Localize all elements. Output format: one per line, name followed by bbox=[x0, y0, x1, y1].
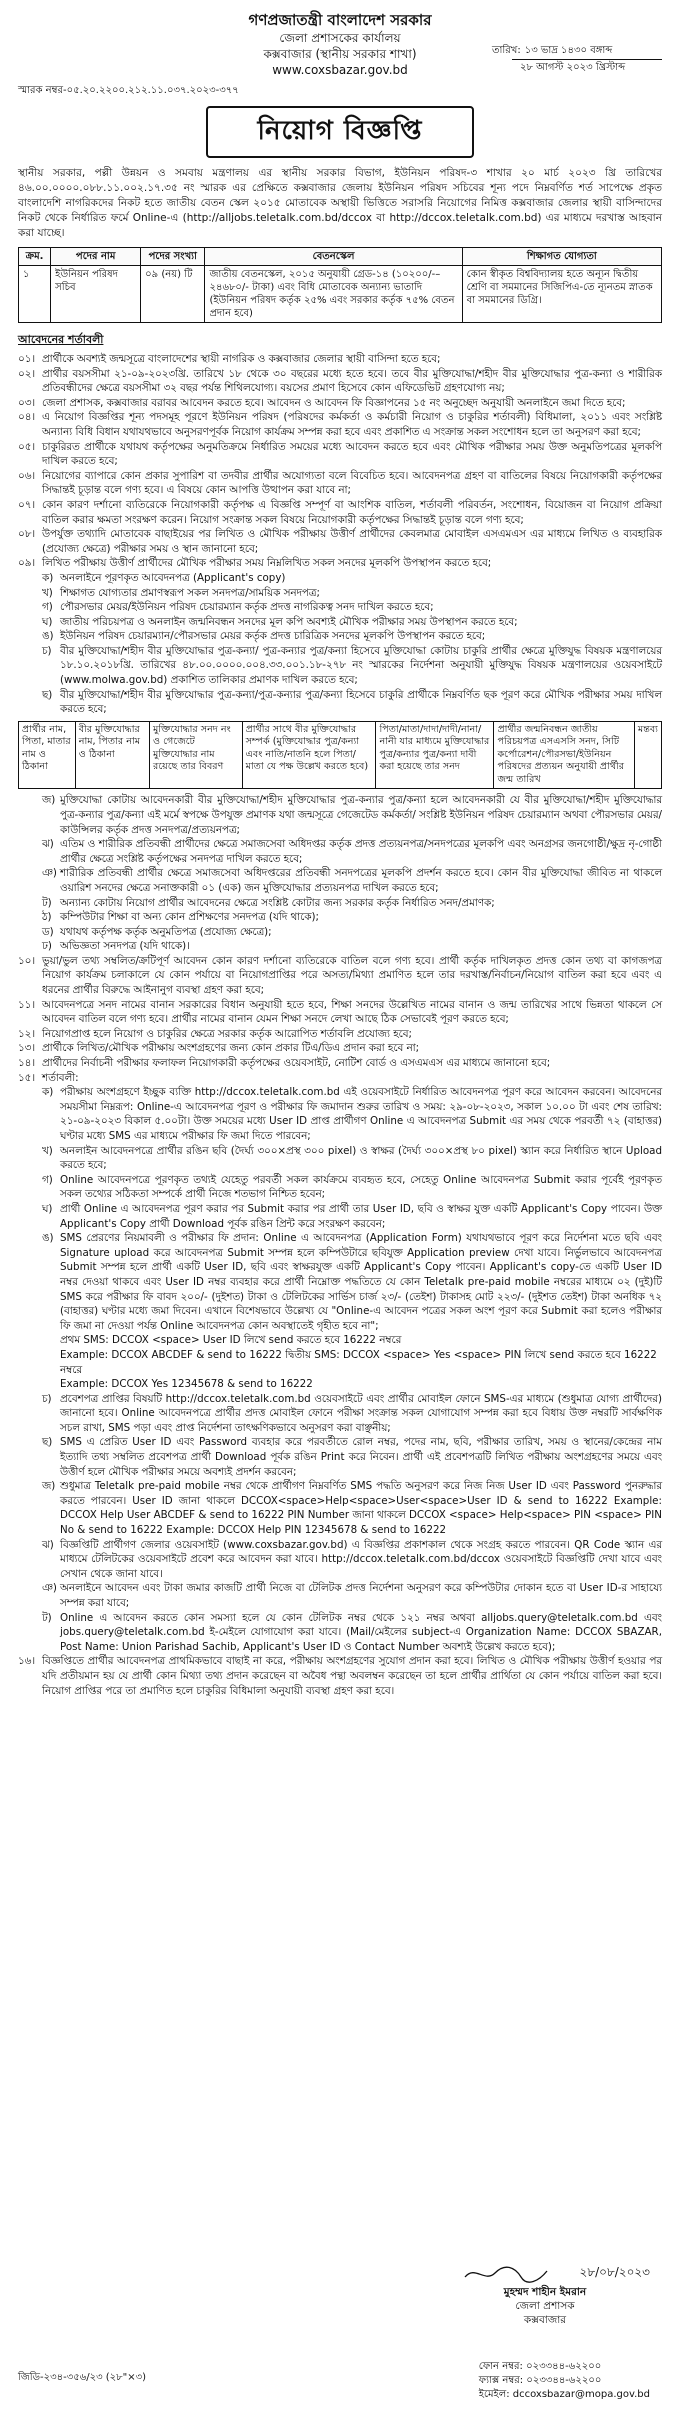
table-cell: ইউনিয়ন পরিষদ সচিব bbox=[51, 266, 141, 323]
rule-item bbox=[18, 1056, 662, 1071]
rule-number: ০২। bbox=[18, 367, 36, 380]
rule-item bbox=[18, 352, 662, 367]
rule-text: বিজ্ঞপ্তিতে প্রার্থীর আবেদনপত্র প্রাথমিকভাবে বাছাই না করে, পরীক্ষায় অংশগ্রহণের সুযোগ প্রদান করা হবে। লিখিত ও মৌখিক পরীক্ষায় উত্তীর্ণ হওয়ার পর যদি প্রতীয়মান হয় যে প্রার্থী কোন মিথ্যা তথ্য প্রদান করেছেন বা অবৈধ পন্থা অবলম্বন করেছেন তা হলে প্রার্থীর প্রার্থিতা যে কোন পর্যায়ে বাতিল করা হবে। নিয়োগ প্রাপ্তির পরে তা প্রমাণিত হলে চাকুরির বিধিমালা অনুযায়ী ব্যবস্থা গ্রহণ করা হবে। bbox=[42, 1655, 662, 1697]
sub-key: ঙ) bbox=[42, 630, 54, 643]
ff-column-header: মন্তব্য bbox=[634, 721, 661, 789]
sub-item bbox=[18, 615, 662, 630]
sms-line: প্রথম SMS: DCCOX <space> User ID লিখে send করতে হবে 16222 নম্বরে bbox=[60, 1334, 402, 1347]
rule-item bbox=[18, 396, 662, 411]
sub-text: অনলাইন আবেদনপত্রে প্রার্থীর রঙিন ছবি (দৈর্ঘ্য ৩০০×প্রস্থ ৩০০ pixel) ও স্বাক্ষর (দৈর্ঘ্য ৩০০×প্রস্থ ৮০ pixel) স্ক্যান করে নির্ধারিত স্থানে Upload করতে হবে; bbox=[60, 1144, 662, 1172]
sub-text: প্রার্থী Online এ আবেদনপত্র পূরণ করার পর Submit করার পর প্রার্থী তার User ID, ছবি ও স্বাক্ষর যুক্ত একটি Applicant's Copy পাবেন। উক্ত Applicant's Copy প্রার্থী Download পূর্বক রঙিন প্রিন্ট করে সংরক্ষণ করবেন; bbox=[60, 1202, 662, 1230]
sub-item bbox=[18, 1611, 662, 1655]
sub-item bbox=[18, 1479, 662, 1537]
sub-text: Online এ আবেদন করতে কোন সমস্যা হলে যে কোন টেলিটক নম্বর থেকে ১২১ নম্বর অথবা alljobs.query@teletalk.com.bd এবং jobs.query@teletalk.com.bd ই-মেইলে যোগাযোগ করা যাবে। (Mail/মেইলের subject-এ Organization Name: DCCOX SBAZAR, Post Name: Union Parishad Sachib, Applicant's User ID ও Contact Number অবশ্যই উল্লেখ করতে হবে); bbox=[60, 1611, 662, 1653]
sub-key: ঘ) bbox=[42, 1202, 53, 1215]
sub-text: Online আবেদনপত্রে পূরণকৃত তথ্যই যেহেতু পরবর্তী সকল কার্যক্রমে ব্যবহৃত হবে, সেহেতু Online আবেদনপত্র Submit করার পূর্বেই পূরণকৃত সকল তথ্যের সঠিকতা সম্পর্কে প্রার্থী নিজে শতভাগ নিশ্চিত হবেন; bbox=[60, 1173, 662, 1201]
sub-item bbox=[18, 1144, 662, 1173]
sub-text: SMS প্রেরণের নিয়মাবলী ও পরীক্ষার ফি প্রদান: Online এ আবেদনপত্র (Application Form) যথাযথভাবে পূরণ করে নির্দেশনা মতে ছবি এবং Signature upload করে আবেদনপত্র Submit সম্পন্ন হলে কম্পিউটারে ছবিযুক্ত Application preview দেখা যাবে। নির্ভুলভাবে আবেদনপত্র Submit সম্পন্ন হলে প্রার্থী একটি User ID, ছবি এবং স্বাক্ষরযুক্ত একটি Applicant's Copy পাবেন। Applicant's copy-তে একটি User ID নম্বর দেওয়া থাকবে এবং User ID নম্বর ব্যবহার করে প্রার্থী নিম্নোক্ত পদ্ধতিতে যে কোন Teletalk pre-paid mobile নম্বরের মাধ্যমে ০২ (দুই)টি SMS করে পরীক্ষার ফি বাবদ ২০০/- (দুইশত) টাকা ও টেলিটকের সার্ভিস চার্জ ২৩/- (তেইশ) টাকাসহ মোট ২২৩/- (দুইশত তেইশ) টাকা অনধিক ৭২ (বাহাত্তর) ঘণ্টার মধ্যে জমা দিবেন। এখানে বিশেষভাবে উল্লেখ্য যে "Online-এ আবেদন পত্রের সকল অংশ পূরণ করে Submit করা হলেও পরীক্ষার ফি জমা না দেওয়া পর্যন্ত Online আবেদনপত্র কোন অবস্থাতেই গৃহীত হবে না"; bbox=[60, 1232, 662, 1332]
rule-item bbox=[18, 556, 662, 571]
conditions-title: আবেদনের শর্তাবলী bbox=[18, 333, 104, 346]
rule9-sublist-2 bbox=[18, 793, 662, 954]
rule-item bbox=[18, 1041, 662, 1056]
sub-text: এতিম ও শারীরিক প্রতিবন্ধী প্রার্থীদের ক্ষেত্রে সমাজসেবা অধিদপ্তর কর্তৃক প্রদত্ত প্রত্যয়নপত্র/সনদপত্রের মূলকপি এবং অনগ্রসর জনগোষ্ঠী/ক্ষুদ্র নৃ-গোষ্ঠী প্রার্থীর ক্ষেত্রে সংশ্লিষ্ট কর্তৃপক্ষের সনদপত্র দাখিল করতে হবে; bbox=[60, 838, 662, 865]
sub-item bbox=[18, 600, 662, 615]
sub-item bbox=[18, 644, 662, 688]
sub-key: খ) bbox=[42, 586, 53, 599]
sub-key: ক) bbox=[42, 571, 54, 584]
sub-item bbox=[18, 586, 662, 601]
sub-item bbox=[18, 1392, 662, 1436]
sub-key: ঘ) bbox=[42, 615, 53, 628]
ff-column-header: বীর মুক্তিযোদ্ধার নাম, পিতার নাম ও ঠিকানা bbox=[75, 721, 149, 789]
sub-text: ইউনিয়ন পরিষদ চেয়ারম্যান/পৌরসভার মেয়র কর্তৃক প্রদত্ত চারিত্রিক সনদের মূলকপি উপস্থাপন করতে হবে; bbox=[60, 630, 486, 643]
sub-key: ঙ) bbox=[42, 1232, 54, 1245]
contact-block bbox=[479, 2360, 650, 2402]
rule-number: ১২। bbox=[18, 1027, 36, 1040]
rule-text: শর্তাবলী: bbox=[42, 1071, 79, 1084]
government-name: গণপ্রজাতন্ত্রী বাংলাদেশ সরকার bbox=[248, 11, 432, 29]
sub-key: গ) bbox=[42, 601, 53, 614]
signer-name: মুহম্মদ শাহীন ইমরান bbox=[503, 2286, 587, 2298]
sub-text: বীর মুক্তিযোদ্ধা/শহীদ বীর মুক্তিযোদ্ধার পুত্র-কন্যা/ পুত্র-কন্যার পুত্র/কন্যা হিসেবে মুক্তিযোদ্ধা কোটায় চাকুরি প্রার্থীর ক্ষেত্রে মুক্তিযুদ্ধ বিষয়ক মন্ত্রণালয়ের ১৮.১০.২০১৮খ্রি. তারিখের ৪৮.০০.০০০০.০০৪.৩৩.০০১.১৮-২৭৮ নং স্মারকের নির্দেশনা অনুযায়ী মুক্তিযুদ্ধ বিষয়ক মন্ত্রণালয়ের ওয়েবসাইটে (www.molwa.gov.bd) প্রকাশিত তালিকার প্রমাণক দাখিল করতে হবে; bbox=[60, 644, 662, 687]
rule-text: নিয়োগের ব্যাপারে কোন প্রকার সুপারিশ বা তদবীর প্রার্থীর অযোগ্যতা বলে বিবেচিত হবে। আবেদনপত্র গ্রহণ বা বাতিলের বিষয়ে নিয়োগকারী কর্তৃপক্ষের সিদ্ধান্তই চূড়ান্ত বলে গণ্য হবে। এ বিষয়ে কোন আপত্তি উত্থাপন করা যাবে না; bbox=[42, 469, 662, 497]
rule-text: চাকুরিরত প্রার্থীকে যথাযথ কর্তৃপক্ষের অনুমতিক্রমে নির্ধারিত সময়ের মধ্যে আবেদন করতে হবে এবং মৌখিক পরীক্ষার সময় উক্ত অনুমতিপত্রের মূলকপি দাখিল করতে হবে; bbox=[42, 440, 662, 468]
column-header: ক্রম. bbox=[19, 248, 51, 266]
date-divider bbox=[512, 59, 662, 60]
sub-text: SMS এ প্রেরিত User ID এবং Password ব্যবহার করে পরবর্তীতে রোল নম্বর, পদের নাম, ছবি, পরীক্ষার তারিখ, সময় ও স্থানের/কেন্দ্রের নাম ইত্যাদি তথ্য সম্বলিত প্রবেশপত্র প্রার্থী Download পূর্বক রঙিন Print করে নিবেন। প্রার্থী এই প্রবেশপত্রটি লিখিত পরীক্ষায় অংশগ্রহণের সময়ে এবং উত্তীর্ণ হলে মৌখিক পরীক্ষার সময়ে অবশ্যই প্রদর্শন করবেন; bbox=[60, 1436, 662, 1478]
date-english: ২৮ আগস্ট ২০২৩ খ্রিস্টাব্দ bbox=[520, 62, 626, 73]
sub-item bbox=[18, 910, 662, 925]
section-name: কক্সবাজার (স্থানীয় সরকার শাখা) bbox=[263, 47, 417, 61]
rule-text: জেলা প্রশাসক, কক্সবাজার বরাবর আবেদন করতে হবে। আবেদন ও আবেদন ফি বিজ্ঞাপনের ১৫ নং অনুচ্ছেদ অনুযায়ী অনলাইনে জমা দিতে হবে; bbox=[42, 396, 626, 409]
fax-number: ফ্যাক্স নম্বর: ০২৩৩৪৪-৬২২০০ bbox=[478, 2375, 602, 2386]
rule-text: প্রার্থীর বয়সসীমা ২১-০৯-২০২৩খ্রি. তারিখে ১৮ থেকে ৩০ বছরের মধ্যে হতে হবে। তবে বীর মুক্তিযোদ্ধা/শহীদ বীর মুক্তিযোদ্ধার পুত্র-কন্যা ও শারীরিক প্রতিবন্ধীদের ক্ষেত্রে বয়সসীমা ৩২ বছর পর্যন্ত শিথিলযোগ্য। বয়সের প্রমাণ হিসেবে কোন এফিডেভিট গ্রহণযোগ্য নয়; bbox=[42, 367, 662, 395]
rule-item bbox=[18, 1654, 662, 1698]
sub-key: ঝ) bbox=[42, 1538, 54, 1551]
header bbox=[18, 10, 662, 78]
rule-number: ০৮। bbox=[18, 528, 36, 541]
rule-number: ১১। bbox=[18, 998, 36, 1011]
date-bangla: ১৩ ভাদ্র ১৪৩০ বঙ্গাব্দ bbox=[524, 45, 613, 56]
sub-key: ঝ) bbox=[42, 838, 54, 851]
column-header: পদের নাম bbox=[51, 248, 141, 266]
sub-text: জাতীয় পরিচয়পত্র ও অনলাইন জন্মনিবন্ধন সনদের মূল কপি অবশ্যই মৌখিক পরীক্ষার সময় উপস্থাপন করতে হবে; bbox=[60, 615, 518, 628]
ff-column-header: প্রার্থীর জন্মনিবন্ধন জাতীয় পরিচয়পত্র এসএসসি সনদ, সিটি কর্পোরেশন/পৌরসভা/ইউনিয়ন পরিষদের প্রত্যয়ন অনুযায়ী প্রার্থীর জন্ম তারিখ bbox=[494, 721, 634, 789]
sub-item bbox=[18, 939, 662, 954]
date-prefix: তারিখ: bbox=[492, 45, 521, 56]
intro-paragraph: স্থানীয় সরকার, পল্লী উন্নয়ন ও সমবায় মন্ত্রণালয় এর স্থানীয় সরকার বিভাগ, ইউনিয়ন পরিষদ-৩ শাখার ২০ মার্চ ২০২৩ খ্রি তারিখের ৪৬.০০.০০০০.০৮৮.১১.০০২.১৭.৩৫ নং স্মারক এর প্রেক্ষিতে কক্সবাজার জেলায় ইউনিয়ন পরিষদ সচিবের শূন্য পদে নিম্নবর্ণিত শর্ত সাপেক্ষে প্রকৃত বাংলাদেশি নাগরিকদের নিকট হতে জাতীয় বেতন স্কেল ২০১৫ মোতাবেক অস্থায়ী ভিত্তিতে সরাসরি নিয়োগের নিমিত্ত কক্সবাজার জেলার স্থায়ী বাসিন্দাদের নিকট থেকে নির্ধারিত ফর্মে Online-এ (http://alljobs.teletalk.com.bd/dccox বা http://dccox.teletalk.com.bd) এর মাধ্যমে দরখাস্ত আহবান করা যাচ্ছে। bbox=[18, 167, 662, 239]
sub-key: ছ) bbox=[42, 1436, 53, 1449]
table-row bbox=[19, 266, 662, 323]
rule-number: ০৫। bbox=[18, 440, 36, 453]
signer-designation: জেলা প্রশাসক bbox=[515, 2300, 575, 2312]
freedom-fighter-table bbox=[18, 721, 662, 790]
rule-number: ১৪। bbox=[18, 1057, 36, 1070]
rule15-sublist-2 bbox=[18, 1392, 662, 1655]
sub-item bbox=[18, 629, 662, 644]
sub-item bbox=[18, 793, 662, 837]
sub-item bbox=[18, 1173, 662, 1202]
sub-text: পরীক্ষায় অংশগ্রহণে ইচ্ছুক ব্যক্তি http://dccox.teletalk.com.bd এই ওয়েবসাইটে নির্ধারিত আবেদনপত্র পূরণ করে আবেদন করবেন। আবেদনের সময়সীমা নিম্নরূপ: Online-এ আবেদনপত্র পূরণ ও পরীক্ষার ফি জমাদান শুরুর তারিখ ও সময়: ২৯-০৮-২০২৩, সকাল ১০.০০ টা এবং শেষ তারিখ: ২১-০৯-২০২৩ বিকাল ৫.০০টা। উক্ত সময়ের মধ্যে User ID প্রাপ্ত প্রার্থীগণ Online এ আবেদনপত্র Submit এর সময় থেকে পরবর্তী ৭২ (বাহাত্তর) ঘণ্টার মধ্যে SMS এর মাধ্যমে পরীক্ষার ফি জমা দিতে পারবেন; bbox=[60, 1086, 662, 1142]
signer-district: কক্সবাজার bbox=[523, 2314, 567, 2326]
rule-item bbox=[18, 498, 662, 527]
sub-key: ঠ) bbox=[42, 911, 52, 924]
gd-code: জিডি-২৩৪-৩৫৬/২৩ (২৮"×৩) bbox=[18, 2372, 147, 2383]
sub-key: খ) bbox=[42, 1144, 53, 1157]
sub-key: ঞ) bbox=[42, 867, 57, 880]
sub-key: জ) bbox=[42, 794, 56, 807]
page-title: নিয়োগ বিজ্ঞপ্তি bbox=[206, 106, 475, 158]
sub-key: জ) bbox=[42, 1480, 56, 1493]
sub-text: প্রবেশপত্র প্রাপ্তির বিষয়টি http://dccox.teletalk.com.bd ওয়েবসাইটে এবং প্রার্থীর মোবাইল ফোনে SMS-এর মাধ্যমে (শুধুমাত্র যোগ্য প্রার্থীদের) জানানো হবে। Online আবেদনপত্রে প্রার্থীর প্রদত্ত মোবাইল ফোনে পরীক্ষা সংক্রান্ত সকল যোগাযোগ সম্পন্ন করা হবে বিধায় উক্ত নম্বরটি সার্বক্ষণিক সচল রাখা, SMS পড়া এবং প্রাপ্ত নির্দেশনা তাৎক্ষণিকভাবে অনুসরণ করা বাঞ্ছনীয়; bbox=[60, 1392, 662, 1434]
table-cell: ১ bbox=[19, 266, 51, 323]
signature-date: ২৮/০৮/২০২৩ bbox=[579, 2265, 650, 2279]
rule15-sublist bbox=[18, 1085, 662, 1333]
sub-text: বীর মুক্তিযোদ্ধা/শহীদ বীর মুক্তিযোদ্ধার পুত্র-কন্যা/পুত্র-কন্যার পুত্র/কন্যা হিসেবে চাকুরি প্রার্থীকে নিম্নবর্ণিত ছক পূরণ করে মৌখিক পরীক্ষার সময় দাখিল করতে হবে; bbox=[60, 688, 662, 716]
sub-text: অনলাইনে পূরণকৃত আবেদনপত্র (Applicant's copy) bbox=[60, 571, 286, 584]
office-name: জেলা প্রশাসকের কার্যালয় bbox=[279, 31, 401, 45]
rule-item bbox=[18, 998, 662, 1027]
rule-item bbox=[18, 410, 662, 439]
column-header: বেতনস্কেল bbox=[205, 248, 462, 266]
rule-text: প্রার্থীকে লিখিত/মৌখিক পরীক্ষায় অংশগ্রহণের জন্য কোন প্রকার টিএ/ডিএ প্রদান করা হবে না; bbox=[42, 1042, 420, 1055]
sub-key: ড) bbox=[42, 925, 54, 938]
rule-item bbox=[18, 954, 662, 998]
signature-block bbox=[440, 2263, 650, 2327]
phone-number: ফোন নম্বর: ০২৩৩৪৪-৬২২০০ bbox=[478, 2361, 602, 2372]
ff-column-header: প্রার্থীর সাথে বীর মুক্তিযোদ্ধার সম্পর্ক (মুক্তিযোদ্ধার পুত্র/কন্যা এবং নাতি/নাতনি হলে পিতা/মাতা যে পক্ষ উল্লেখ করতে হবে) bbox=[242, 721, 376, 789]
ff-column-header: মুক্তিযোদ্ধার সনদ নং ও গেজেটে মুক্তিযোদ্ধার নাম রয়েছে তার বিবরণ bbox=[150, 721, 243, 789]
column-header: পদের সংখ্যা bbox=[141, 248, 205, 266]
sub-item bbox=[18, 925, 662, 940]
rule-item bbox=[18, 367, 662, 396]
sub-item bbox=[18, 1085, 662, 1143]
sub-item bbox=[18, 896, 662, 911]
rule-number: ০৬। bbox=[18, 469, 36, 482]
sub-text: শারীরিক প্রতিবন্ধী প্রার্থীর ক্ষেত্রে সমাজসেবা অধিদপ্তরের প্রতিবন্ধী সনদপত্রের মূলকপি প্রদর্শন করতে হবে। কোন বীর মুক্তিযোদ্ধা জীবিত না থাকলে ওয়ারিশ সনদের ক্ষেত্রে সনাক্তকারী ০১ (এক) জন মুক্তিযোদ্ধার প্রত্যয়নপত্র দাখিল করতে হবে; bbox=[60, 867, 662, 894]
rule-item bbox=[18, 469, 662, 498]
rule-number: ০৭। bbox=[18, 498, 36, 511]
sub-item bbox=[18, 1202, 662, 1231]
rule-text: আবেদনপত্রে সনদ নামের বানান সরকারের বিধান অনুযায়ী হতে হবে, শিক্ষা সনদের উল্লেখিত নামের বানান ও জন্ম তারিখের সাথে ভিন্নতা থাকলে সে আবেদন বাতিল বলে গণ্য হবে। প্রার্থীর নামের বানান যেমন শিক্ষা সনদে লেখা আছে ঠিক সেভাবেই পূরণ করতে হবে; bbox=[42, 998, 662, 1026]
sub-text: বিজ্ঞপ্তিটি প্রার্থীগণ জেলার ওয়েবসাইট (www.coxsbazar.gov.bd) এ বিজ্ঞপ্তির প্রকাশকাল থেকে সংগ্রহ করতে পারবেন। QR Code স্ক্যান এর মাধ্যমে টেলিটকের ওয়েবসাইটে প্রবেশ করে আবেদন করা যাবে। http://dccox.teletalk.com.bd/dccox ওয়েবসাইটে বিজ্ঞপ্তিটি দেখা যাবে এবং সেখান থেকে জানা যাবে। bbox=[60, 1538, 662, 1580]
sub-key: ট) bbox=[42, 896, 52, 909]
rule-text: প্রার্থীকে অবশ্যই জন্মসূত্রে বাংলাদেশের স্থায়ী নাগরিক ও কক্সবাজার জেলার স্থায়ী বাসিন্দা হতে হবে; bbox=[42, 353, 441, 365]
sub-text: অন্যান্য কোটায় নিয়োগ প্রার্থীর আবেদনের ক্ষেত্রে সংশ্লিষ্ট কোটার জন্য সরকার কর্তৃক নির্ধারিত সনদ/প্রমাণক; bbox=[60, 896, 495, 909]
sub-key: গ) bbox=[42, 1173, 53, 1186]
sub-text: অনলাইনে আবেদন এবং টাকা জমার কাজটি প্রার্থী নিজে বা টেলিটক প্রদত্ত নির্দেশনা অনুসরণ করে কম্পিউটার দোকান হতে বা User ID-র সাহায্যে সম্পন্ন করা যাবে; bbox=[60, 1582, 662, 1609]
column-header: শিক্ষাগত যোগ্যতা bbox=[462, 248, 661, 266]
ff-column-header: পিতা/মাতা/দাদা/দাদী/নানা/নানী যার মাধ্যমে মুক্তিযোদ্ধার পুত্র/কন্যার পুত্র/কন্যা দাবী করা হয়েছে তার সনদ bbox=[376, 721, 494, 789]
rules-list bbox=[18, 352, 662, 571]
rule-number: ১০। bbox=[18, 954, 36, 967]
table-cell: কোন স্বীকৃত বিশ্ববিদ্যালয় হতে অন্যূন দ্বিতীয় শ্রেণি বা সমমানের সিজিপিএ-তে ন্যূনতম স্নাতক বা সমমানের ডিগ্রি। bbox=[462, 266, 661, 323]
rule-number: ১৫। bbox=[18, 1071, 36, 1084]
rule-text: ভুয়া/ভুল তথ্য সম্বলিত/ক্রটিপূর্ণ আবেদন কোন কারণ দর্শানো ব্যতিরেকে বাতিল বলে গণ্য হবে। প্রার্থী কর্তৃক দাখিলকৃত প্রদত্ত কোন তথ্য বা কাগজপত্র নিয়োগ কার্যক্রম চলাকালে যে কোন পর্যায়ে বা নিয়োগপ্রাপ্তির পরে অসত্য/মিথ্যা প্রমাণিত হলে তার দরখাস্ত/নির্বাচন/নিয়োগ বাতিল করা হবে এবং এ ধরনের প্রার্থীর বিরুদ্ধে আইনানুগ ব্যবস্থা গ্রহণ করা হবে; bbox=[42, 954, 662, 997]
rule-text: উপর্যুক্ত তথ্যাদি মোতাবেক বাছাইয়ের পর লিখিত ও মৌখিক পরীক্ষায় উত্তীর্ণ প্রার্থীদের কেবলমাত্র মোবাইল এসএমএস এর মাধ্যমে লিখিত ও ব্যবহারিক (প্রযোজ্য ক্ষেত্রে) পরীক্ষার সময় ও স্থান জানানো হবে; bbox=[42, 528, 662, 555]
sub-key: ঢ) bbox=[42, 940, 52, 953]
rule-number: ০৯। bbox=[18, 557, 36, 570]
sub-key: ছ) bbox=[42, 688, 53, 701]
rule-number: ১৬। bbox=[18, 1655, 36, 1668]
rule9-sublist bbox=[18, 571, 662, 717]
rule-text: লিখিত পরীক্ষায় উত্তীর্ণ প্রার্থীদের মৌখিক পরীক্ষার সময় নিম্নলিখিত সকল সনদের মূলকপি উপস্থাপন করতে হবে; bbox=[42, 557, 492, 570]
rule-item bbox=[18, 1027, 662, 1042]
sub-item bbox=[18, 688, 662, 717]
sub-key: চ) bbox=[42, 1392, 52, 1405]
rule-text: নিয়োগপ্রাপ্ত হলে নিয়োগ ও চাকুরির ক্ষেত্রে সরকার কর্তৃক আরোপিত শর্তাবলি প্রযোজ্য হবে; bbox=[42, 1027, 412, 1040]
sub-item bbox=[18, 1231, 662, 1333]
website-link[interactable]: www.coxsbazar.gov.bd bbox=[272, 63, 408, 77]
rule-16 bbox=[18, 1654, 662, 1698]
memo-number: স্মারক নম্বর-০৫.২০.২২০০.২১২.১১.০৩৭.২০২৩-৩৭৭ bbox=[18, 85, 239, 96]
posts-table bbox=[18, 247, 662, 323]
rule-number: ০৩। bbox=[18, 396, 36, 409]
sub-item bbox=[18, 1581, 662, 1610]
sub-key: ট) bbox=[42, 1611, 52, 1624]
ff-column-header: প্রার্থীর নাম, পিতা, মাতার নাম ও ঠিকানা bbox=[19, 721, 76, 789]
table-cell: জাতীয় বেতনস্কেল, ২০১৫ অনুযায়ী গ্রেড-১৪ (১০২০০/-–২৪৬৮০/- টাকা) এবং বিধি মোতাবেক অন্যান্য ভাতাদি (ইউনিয়ন পরিষদ কর্তৃক ২৫% এবং সরকার কর্তৃক ৭৫% বেতন প্রদান হবে) bbox=[205, 266, 462, 323]
date-block bbox=[492, 44, 662, 75]
rule-item bbox=[18, 527, 662, 556]
sub-item bbox=[18, 837, 662, 866]
sub-key: ঞ) bbox=[42, 1582, 57, 1595]
sub-key: ক) bbox=[42, 1086, 54, 1099]
sub-text: যথাযথ কর্তৃপক্ষ কর্তৃক অনুমতিপত্র (প্রযোজ্য ক্ষেত্রে); bbox=[60, 925, 272, 938]
rule-item bbox=[18, 440, 662, 469]
rule-number: ০৪। bbox=[18, 411, 36, 424]
sub-item bbox=[18, 571, 662, 586]
sub-text: শুধুমাত্র Teletalk pre-paid mobile নম্বর থেকে প্রার্থীগণ নিম্নবর্ণিত SMS পদ্ধতি অনুসরণ করে নিজ নিজ User ID এবং Password পুনরুদ্ধার করতে পারবেন। User ID জানা থাকলে DCCOX<space>Help<space>User<space>User ID & send to 16222 Example: DCCOX Help User ABCDEF & send to 16222 PIN Number জানা থাকলে DCCOX <space> Help<space> PIN <space> PIN No & send to 16222 Example: DCCOX Help PIN 12345678 & send to 16222 bbox=[60, 1480, 662, 1537]
sms-line: Example: DCCOX ABCDEF & send to 16222 দ্বিতীয় SMS: DCCOX <space> Yes <space> PIN লিখে send করতে হবে 16222 নম্বরে bbox=[60, 1348, 657, 1376]
email-address[interactable]: ইমেইল: dccoxsbazar@mopa.gov.bd bbox=[478, 2389, 650, 2400]
table-cell: ০৯ (নয়) টি bbox=[141, 266, 205, 323]
sub-text: মুক্তিযোদ্ধা কোটায় আবেদনকারী বীর মুক্তিযোদ্ধা/শহীদ মুক্তিযোদ্ধার পুত্র-কন্যার পুত্র/কন্যা হলে আবেদনকারী যে বীর মুক্তিযোদ্ধা/শহীদ মুক্তিযোদ্ধার পুত্র-কন্যার পুত্র/কন্যা এই মর্মে স্বপক্ষে উপযুক্ত প্রমাণক যথা জন্মসূত্রে গেজেটেড কর্মকর্তা/ সংশ্লিষ্ট ইউনিয়ন পরিষদ চেয়ারম্যান অথবা পৌরসভার মেয়র/কাউন্সিলর কর্তৃক প্রদত্ত সনদপত্র/প্রত্যয়নপত্র; bbox=[60, 794, 662, 836]
sms-instructions bbox=[18, 1333, 662, 1391]
rule-item bbox=[18, 1071, 662, 1086]
sub-text: শিক্ষাগত যোগ্যতার প্রমাণস্বরূপ সকল সনদপত্র/সাময়িক সনদপত্র; bbox=[60, 586, 320, 599]
rule-number: ০১। bbox=[18, 353, 36, 365]
sub-key: চ) bbox=[42, 644, 52, 657]
sub-item bbox=[18, 1538, 662, 1582]
rule-number: ১৩। bbox=[18, 1042, 36, 1055]
sub-item bbox=[18, 1435, 662, 1479]
rules-list-2 bbox=[18, 954, 662, 1085]
rule-text: প্রার্থীদের নির্বাচনী পরীক্ষার ফলাফল নিয়োগকারী কর্তৃপক্ষের ওয়েবসাইট, নোটিশ বোর্ড ও এসএমএস এর মাধ্যমে জানানো হবে; bbox=[42, 1057, 551, 1070]
rule-text: এ নিয়োগ বিজ্ঞপ্তির শূন্য পদসমূহ পূরণে ইউনিয়ন পরিষদ (পরিষদের কর্মকর্তা ও কর্মচারী নিয়োগ ও চাকুরির শর্তাবলী) বিধিমালা, ২০১১ এবং সংশ্লিষ্ট অন্যান্য বিধি বিধান যথাযথভাবে অনুসরণপূর্বক নিয়োগ কার্যক্রম সম্পন্ন করা হবে এবং প্রকাশিত এ সংক্রান্ত সকল সংশোধন হলে তা অনুসরণ করা হবে; bbox=[42, 411, 662, 438]
sms-line: Example: DCCOX Yes 12345678 & send to 16222 bbox=[60, 1378, 313, 1391]
sub-text: কম্পিউটার শিক্ষা বা অন্য কোন প্রশিক্ষণের সনদপত্র (যদি থাকে); bbox=[60, 911, 319, 924]
rule-text: কোন কারণ দর্শানো ব্যতিরেকে নিয়োগকারী কর্তৃপক্ষ এ বিজ্ঞপ্তি সম্পূর্ণ বা আংশিক বাতিল, শর্তাবলী পরিবর্তন, সংশোধন, বিয়োজন বা নিয়োগ প্রক্রিয়া বাতিল করার ক্ষমতা সংরক্ষণ করেন। নিয়োগ সংক্রান্ত সকল বিষয়ে নিয়োগকারী কর্তৃপক্ষের সিদ্ধান্তই চূড়ান্ত বলে গণ্য হবে; bbox=[42, 498, 662, 526]
sub-text: অভিজ্ঞতা সনদপত্র (যদি থাকে)। bbox=[60, 940, 190, 953]
sub-text: পৌরসভার মেয়র/ইউনিয়ন পরিষদ চেয়ারম্যান কর্তৃক প্রদত্ত নাগরিকত্ব সনদ দাখিল করতে হবে; bbox=[60, 601, 434, 614]
sub-item bbox=[18, 866, 662, 895]
